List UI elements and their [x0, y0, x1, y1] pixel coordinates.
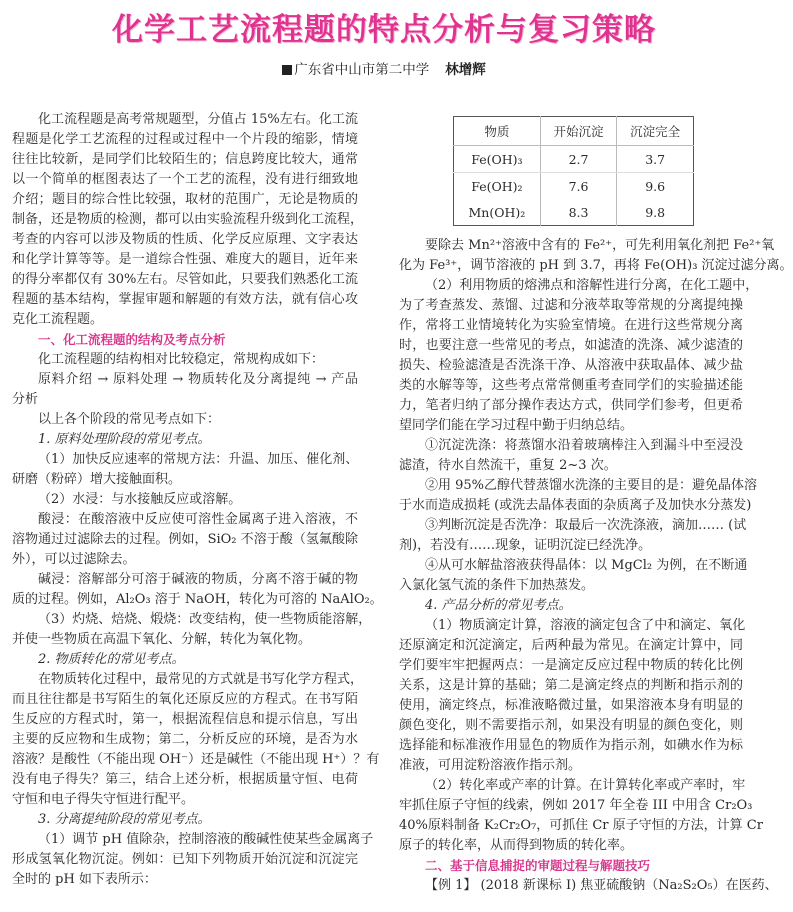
- paragraph: [399, 516, 747, 556]
- square-bullet-icon: [282, 65, 292, 75]
- text-line: 入氯化氢气流的条件下加热蒸发。: [399, 578, 595, 593]
- text-line: 4. 产品分析的常见考点。: [425, 598, 572, 613]
- text-line: ④从可水解盐溶液获得晶体：以 MgCl₂ 为例，在不断通: [425, 558, 748, 573]
- text-line: （2）利用物质的熔沸点和溶解性进行分离，在化工题中，: [425, 278, 759, 293]
- paragraph: [12, 450, 358, 490]
- text-line: （1）加快反应速率的常规方法：升温、加压、催化剂、: [38, 452, 359, 467]
- text-line: 40%原料制备 K₂Cr₂O₇，可抓住 Cr 原子守恒的方法，计算 Cr: [399, 818, 763, 833]
- text-line: 守恒和电子得失守恒进行配平。: [12, 792, 195, 807]
- precipitation-ph-table: [453, 116, 694, 226]
- table-cell: 9.8: [617, 199, 694, 226]
- text-line: 没有电子得失？第三，结合上述分析，根据质量守恒、电荷: [12, 772, 358, 787]
- text-line: 2. 物质转化的常见考点。: [38, 652, 185, 667]
- paragraph: [12, 830, 374, 890]
- text-line: 牢抓住原子守恒的线索，例如 2017 年全卷 III 中用含 Cr₂O₃: [399, 798, 753, 813]
- text-line: 主要的反应物和生成物；第二，分析反应的环境，是否为水: [12, 732, 358, 747]
- text-line: 和化学计算等等。是一道综合性强、难度大的题目，近年来: [12, 252, 358, 267]
- header-substance: 物质: [454, 117, 541, 146]
- text-line: ②用 95%乙醇代替蒸馏水洗涤的主要目的是：避免晶体溶: [425, 478, 758, 493]
- text-line: 克化工流程题。: [12, 312, 104, 327]
- table-cell: 7.6: [540, 173, 617, 200]
- text-line: 并使一些物质在高温下氧化、分解，转化为氧化物。: [12, 632, 312, 647]
- text-line: 损失、检验滤渣是否洗涤干净、从溶液中获取晶体、减少盐: [399, 358, 743, 373]
- paragraph: [12, 570, 383, 610]
- text-line: 1. 原料处理阶段的常见考点。: [38, 432, 211, 447]
- text-line: 往往比较新，是同学们比较陌生的；信息跨度比较大，通常: [12, 152, 358, 167]
- text-line: 研磨（粉碎）增大接触面积。: [12, 472, 182, 487]
- text-line: 化为 Fe³⁺，调节溶液的 pH 到 3.7，再将 Fe(OH)₃ 沉淀过滤分离。: [399, 258, 793, 273]
- text-line: 而且往往都是书写陌生的氧化还原反应的方程式。在书写陌: [12, 692, 358, 707]
- header-complete: 沉淀完全: [617, 117, 694, 146]
- text-line: 滤渣，待水自然流干，重复 2~3 次。: [399, 458, 617, 473]
- subsection-heading: [12, 810, 358, 830]
- text-line: 选择能和标准液作用显色的物质作为指示剂，如碘水作为标: [399, 738, 743, 753]
- text-line: 学们要牢牢把握两点：一是滴定反应过程中物质的转化比例: [399, 658, 743, 673]
- article-title: 化学工艺流程题的特点分析与复习策略: [112, 12, 656, 48]
- text-line: 制备，还是物质的检测，都可以由实验流程升级到化工流程，: [12, 212, 364, 227]
- table-cell: 3.7: [617, 146, 694, 173]
- text-line: 【例 1】 (2018 新课标 I) 焦亚硫酸钠（Na₂S₂O₅）在医药、: [425, 878, 778, 893]
- text-line: 酸浸：在酸溶液中反应使可溶性金属离子进入溶液，不: [38, 512, 358, 527]
- paragraph: [399, 236, 793, 276]
- text-line: 在物质转化过程中，最常见的方式就是书写化学方程式，: [38, 672, 364, 687]
- text-line: 形成氢氧化物沉淀。例如：已知下列物质开始沉淀和沉淀完: [12, 852, 358, 867]
- table-cell: Fe(OH)₃: [454, 146, 541, 173]
- paragraph: [399, 476, 758, 516]
- text-line: （1）物质滴定计算，溶液的滴定包含了中和滴定、氧化: [425, 618, 746, 633]
- text-line: 要除去 Mn²⁺溶液中含有的 Fe²⁺，可先利用氧化剂把 Fe²⁺氧: [425, 238, 775, 253]
- text-line: 以上各个阶段的常见考点如下：: [38, 412, 221, 427]
- text-line: 剂)，若没有……现象，证明沉淀已经洗净。: [399, 538, 652, 553]
- text-line: 碱浸：溶解部分可溶于碱液的物质，分离不溶于碱的物: [38, 572, 358, 587]
- text-line: 准液，可用淀粉溶液作指示剂。: [399, 758, 582, 773]
- text-line: 原子的转化率，从而得到物质的转化率。: [399, 838, 634, 853]
- paragraph: [12, 370, 358, 410]
- text-line: 二、基于信息捕捉的审题过程与解题技巧: [425, 858, 651, 873]
- text-line: 望同学们能在学习过程中勤于归纳总结。: [399, 418, 634, 433]
- text-line: 溶液？是酸性（不能出现 OH⁻）还是碱性（不能出现 H⁺）？有: [12, 752, 380, 767]
- text-line: （1）调节 pH 值除杂，控制溶液的酸碱性使某些金属离子: [38, 832, 374, 847]
- subsection-heading: [12, 430, 358, 450]
- paragraph: [399, 556, 748, 596]
- text-line: 以一个简单的框图表达了一个工艺的流程，没有进行细致地: [12, 172, 358, 187]
- subsection-heading: [12, 650, 358, 670]
- author-school: 广东省中山市第二中学: [294, 62, 430, 78]
- text-line: （3）灼烧、焙烧、煅烧：改变结构，使一些物质能溶解，: [38, 612, 372, 627]
- text-line: ③判断沉淀是否洗净：取最后一次洗涤液，滴加…… (试: [425, 518, 747, 533]
- paragraph: [399, 876, 778, 896]
- text-line: 全时的 pH 如下表所示：: [12, 872, 157, 887]
- text-line: 的得分率都仅有 30%左右。尽管如此，只要我们熟悉化工流: [12, 272, 358, 287]
- text-line: 作，常将工业情境转化为实验室情境。在进行这些常规分离: [399, 318, 743, 333]
- table-row: [454, 146, 694, 173]
- text-line: 外），可以过滤除去。: [12, 552, 136, 567]
- paragraph: [399, 616, 746, 776]
- table-cell: Mn(OH)₂: [468, 204, 526, 220]
- table-row: [454, 173, 694, 200]
- paragraph: [12, 610, 372, 650]
- text-line: 化工流程题的结构相对比较稳定，常规构成如下：: [38, 352, 325, 367]
- paragraph: [12, 510, 358, 570]
- text-line: 质的过程。例如，Al₂O₃ 溶于 NaOH，转化为可溶的 NaAlO₂。: [12, 592, 383, 607]
- text-line: 使用，滴定终点，标准液略微过量，如果溶液本身有明显的: [399, 698, 743, 713]
- paragraph: [12, 110, 364, 330]
- text-line: （2）水浸：与水接触反应或溶解。: [38, 492, 242, 507]
- paragraph: [399, 776, 763, 856]
- section-heading: [12, 330, 358, 350]
- text-line: 分析: [12, 392, 39, 407]
- text-line: 类的水解等等，这些考点常常侧重考查同学们的实验描述能: [399, 378, 743, 393]
- text-line: 程题的基本结构，掌握审题和解题的有效方法，就有信心攻: [12, 292, 358, 307]
- paragraph: [12, 410, 358, 430]
- table-cell: 2.7: [540, 146, 617, 173]
- text-line: 化工流程题是高考常规题型，分值占 15%左右。化工流: [38, 112, 358, 127]
- text-line: 介绍；题目的综合性比较强，取材的范围广，无论是物质的: [12, 192, 358, 207]
- paragraph: [12, 350, 358, 370]
- paragraph: [12, 490, 358, 510]
- text-line: 程题是化学工艺流程的过程或过程中一个片段的缩影，情境: [12, 132, 358, 147]
- table-cell: 9.6: [617, 173, 694, 200]
- right-column: [399, 236, 793, 896]
- section-heading: [399, 856, 743, 876]
- table-row: [454, 199, 694, 226]
- paragraph: [12, 670, 380, 810]
- table-cell: 8.3: [540, 199, 617, 226]
- text-line: 关系，这是计算的基础；第二是滴定终点的判断和指示剂的: [399, 678, 743, 693]
- text-line: 颜色变化，则不需要指示剂，如果没有明显的颜色变化，则: [399, 718, 743, 733]
- text-line: 为了考查蒸发、蒸馏、过滤和分液萃取等常规的分离提纯操: [399, 298, 743, 313]
- header-start: 开始沉淀: [540, 117, 617, 146]
- text-line: 力，笔者归纳了部分操作表达方式，供同学们参考，但更希: [399, 398, 743, 413]
- text-line: ①沉淀洗涤：将蒸馏水沿着玻璃棒注入到漏斗中至浸没: [425, 438, 743, 453]
- text-line: 原料介绍 → 原料处理 → 物质转化及分离提纯 → 产品: [38, 372, 358, 387]
- subsection-heading: [399, 596, 743, 616]
- paragraph: [399, 436, 743, 476]
- left-column: [12, 110, 383, 890]
- paragraph: [399, 276, 759, 436]
- author-name: 林增辉: [445, 62, 486, 78]
- text-line: 于水而造成损耗 (或洗去晶体表面的杂质离子及加快水分蒸发): [399, 498, 752, 513]
- author-line: [0, 58, 768, 78]
- text-line: 3. 分离提纯阶段的常见考点。: [38, 812, 211, 827]
- text-line: 考查的内容可以涉及物质的性质、化学反应原理、文字表达: [12, 232, 358, 247]
- text-line: 时，也要注意一些常见的考点，如滤渣的洗涤、减少滤渣的: [399, 338, 743, 353]
- text-line: 还原滴定和沉淀滴定，后两种最为常见。在滴定计算中，同: [399, 638, 743, 653]
- text-line: 生反应的方程式时，第一，根据流程信息和提示信息，写出: [12, 712, 358, 727]
- table-cell: Fe(OH)₂: [471, 178, 523, 194]
- text-line: 一、化工流程题的结构及考点分析: [38, 332, 226, 347]
- text-line: （2）转化率或产率的计算。在计算转化率或产率时，牢: [425, 778, 746, 793]
- table-header-row: [454, 117, 694, 146]
- text-line: 溶物通过过滤除去的过程。例如，SiO₂ 不溶于酸（氢氟酸除: [12, 532, 358, 547]
